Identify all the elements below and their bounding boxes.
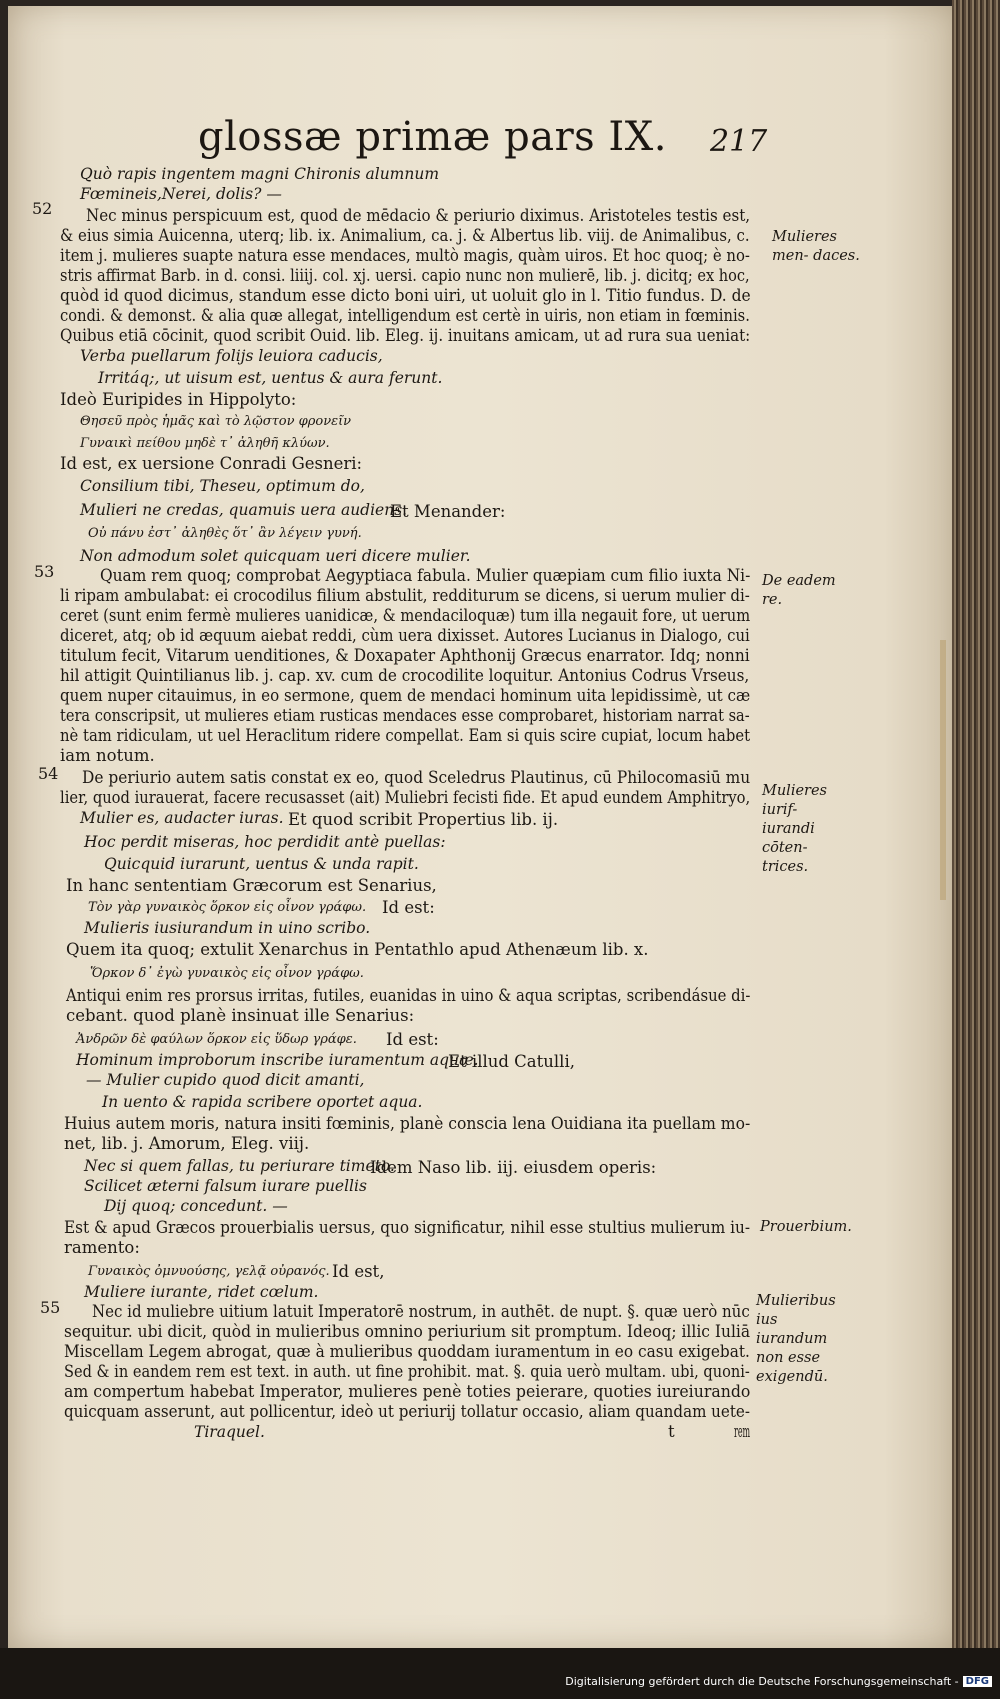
greek-line: Γυναικὶ πείθου μηδὲ τ᾿ ἀληθῆ κλύων.	[80, 436, 330, 451]
verse-line: Mulieris iusiurandum in uino scribo.	[84, 919, 371, 937]
credit-text: Digitalisierung gefördert durch die Deutsche Forschungsgemeinschaft -	[565, 1675, 959, 1688]
text-line: Ideò Euripides in Hippolyto:	[60, 390, 297, 409]
verse-line: Fœmineis,Nerei, dolis? —	[80, 185, 282, 203]
text-line: iam notum.	[60, 746, 155, 765]
text-line: quòd id quod dicimus, standum esse dicto boni uiri, ut uoluit glo in l. Titio fundus. D. de	[60, 286, 751, 305]
verse-line: In uento & rapida scribere oportet aqua.	[102, 1093, 423, 1111]
text-line: Id est,	[332, 1262, 385, 1281]
text-line: Quam rem quoq; comprobat Aegyptiaca fabula. Mulier quæpiam cum filio iuxta Ni-	[100, 566, 751, 585]
text-line: Nec minus perspicuum est, quod de mēdacio & periurio diximus. Aristoteles testis est,	[86, 206, 751, 225]
margin-note: Mulieres men- daces.	[772, 229, 860, 264]
verse-line: Muliere iurante, ridet cœlum.	[84, 1283, 319, 1301]
paragraph-number: 55	[40, 1298, 61, 1317]
verse-line: Mulier es, audacter iuras.	[80, 809, 284, 827]
text-line: Quibus etiā cōcinit, quod scribit Ouid. lib. Eleg. ij. inuitans amicam, ut ad rura sua ueniat:	[60, 326, 751, 345]
text-line: In hanc sententiam Græcorum est Senarius,	[66, 876, 437, 895]
text-line: Id est, ex uersione Conradi Gesneri:	[60, 454, 363, 473]
text-line: li ripam ambulabat: ei crocodilus filium abstulit, redditurum se dicens, si uerum mulier di-	[60, 586, 750, 605]
text-line: Quem ita quoq; extulit Xenarchus in Pentathlo apud Athenæum lib. x.	[66, 940, 649, 959]
verse-line: Hominum improborum inscribe iuramentum aquæ.	[76, 1051, 479, 1069]
signature-mark: Tiraquel.	[194, 1423, 265, 1441]
text-line: lier, quod iurauerat, facere recusasset (ait) Muliebri fecisti fide. Et apud eundem Amphitryo,	[60, 788, 751, 807]
text-line: quicquam asserunt, aut pollicentur, ideò ut periurij tollatur occasio, aliam quandam uete-	[64, 1402, 750, 1421]
verse-line: — Mulier cupido quod dicit amanti,	[86, 1071, 365, 1089]
text-line: Id est:	[386, 1030, 439, 1049]
text-line: & eius simia Auicenna, uterq; lib. ix. Animalium, ca. j. & Albertus lib. viij. de Animalibus, c.	[60, 226, 750, 245]
greek-line: Γυναικὸς ὀμνυούσης, γελᾷ οὐρανός.	[88, 1264, 330, 1279]
text-line: am compertum habebat Imperator, mulieres penè toties peierare, quoties iureiurando	[64, 1382, 751, 1401]
text-line: sequitur. ubi dicit, quòd in mulieribus omnino periurium sit promptum. Ideoq; illic Iuliā	[64, 1322, 751, 1341]
text-line: Et illud Catulli,	[448, 1052, 575, 1071]
verse-line: Dij quoq; concedunt. —	[104, 1197, 288, 1215]
text-line: De periurio autem satis constat ex eo, quod Sceledrus Plautinus, cū Philocomasiū mu	[82, 768, 751, 787]
paragraph-number: 52	[32, 199, 53, 218]
greek-line: Οὐ πάνυ ἐστ᾿ ἀληθὲς ὅτ᾿ ἂν λέγειν γυνή.	[88, 526, 362, 541]
greek-line: Τὸν γὰρ γυναικὸς ὅρκον εἰς οἶνον γράφω.	[88, 900, 367, 915]
margin-note: Prouerbium.	[760, 1219, 852, 1235]
verse-line: Verba puellarum folijs leuiora caducis,	[80, 347, 383, 365]
text-line: ramento:	[64, 1238, 140, 1257]
dfg-logo: DFG	[963, 1676, 992, 1687]
margin-note: Mulieres iurif- iurandi cōten- trices.	[762, 783, 827, 875]
text-line: net, lib. j. Amorum, Eleg. viij.	[64, 1134, 310, 1153]
text-line: titulum fecit, Vitarum uenditiones, & Doxapater Aphthonij Græcus enarrator. Idq; nonni	[60, 646, 750, 665]
text-line: Id est:	[382, 898, 435, 917]
text-line: condi. & demonst. & alia quæ allegat, intelligendum est certè in uiris, non etiam in fœminis.	[60, 306, 750, 325]
greek-line: Ὅρκον δ᾿ ἐγὼ γυναικὸς εἰς οἶνον γράφω.	[90, 966, 364, 981]
greek-line: Θησεῦ πρὸς ἡμᾶς καὶ τὸ λῷστον φρονεῖν	[80, 414, 352, 429]
book-edge	[952, 0, 1000, 1699]
verse-line: Non admodum solet quicquam ueri dicere mulier.	[80, 547, 471, 565]
text-line: Huius autem moris, natura insiti fœminis, planè conscia lena Ouidiana ita puellam mo-	[64, 1114, 751, 1133]
text-line: item j. mulieres suapte natura esse mendaces, multò magis, quàm uiros. Et hoc quoq; è no-	[60, 246, 750, 265]
text-line: tera conscripsit, ut mulieres etiam rusticas mendaces esse comprobaret, historiam narrat sa-	[60, 706, 750, 725]
margin-note: De eadem re.	[762, 573, 836, 608]
verse-line: Scilicet æterni falsum iurare puellis	[84, 1177, 367, 1195]
paragraph-number: 53	[34, 562, 55, 581]
margin-note: Mulieribus ius iurandum non esse exigendū.	[756, 1293, 836, 1385]
text-line: stris affirmat Barb. in d. consi. liiij. col. xj. uersi. capio nunc non mulierē, lib. j. dicitq; ex hoc,	[60, 266, 750, 285]
text-line: Idem Naso lib. iij. eiusdem operis:	[370, 1158, 657, 1177]
signature-letter: t	[668, 1422, 675, 1441]
scan-border	[0, 1648, 1000, 1699]
verse-line: Mulieri ne credas, quamuis uera audiens.	[80, 501, 408, 519]
catchword: rem	[734, 1422, 751, 1441]
text-line: ceret (sunt enim fermè mulieres uanidicæ, & mendaciloquæ) tum illa negauit fore, ut uerum	[60, 606, 751, 625]
text-line: Et quod scribit Propertius lib. ij.	[288, 810, 559, 829]
text-line: hil attigit Quintilianus lib. j. cap. xv. cum de crocodilite loquitur. Antonius Codrus Vrseus,	[60, 666, 750, 685]
text-line: cebant. quod planè insinuat ille Senarius:	[66, 1006, 415, 1025]
verse-line: Irritáq;, ut uisum est, uentus & aura ferunt.	[98, 369, 443, 387]
paragraph-number: 54	[38, 764, 59, 783]
text-line: Est & apud Græcos prouerbialis uersus, quo significatur, nihil esse stultius mulierum iu-	[64, 1218, 750, 1237]
text-line: diceret, atq; ob id æquum aiebat reddi, cùm uera dixisset. Autores Lucianus in Dialogo, cui	[60, 626, 750, 645]
text-line: Sed & in eandem rem est text. in auth. ut fine prohibit. mat. §. quia uerò multam. ubi, quoni-	[64, 1362, 750, 1381]
verse-line: Quò rapis ingentem magni Chironis alumnum	[80, 165, 440, 183]
verse-line: Nec si quem fallas, tu periurare timeto.	[84, 1157, 395, 1175]
text-line: Miscellam Legem abrogat, quæ à mulieribus quoddam iuramentum in eo casu exigebat.	[64, 1342, 750, 1361]
greek-line: Ἀνδρῶν δὲ φαύλων ὅρκον εἰς ὕδωρ γράφε.	[76, 1032, 357, 1047]
text-line: Antiqui enim res prorsus irritas, futiles, euanidas in uino & aqua scriptas, scribendásue di-	[66, 986, 751, 1005]
digitization-credit	[565, 1675, 992, 1688]
verse-line: Quicquid iurarunt, uentus & unda rapit.	[104, 855, 419, 873]
page-gutter-shadow	[940, 640, 946, 900]
text-line: Et Menander:	[390, 502, 506, 521]
book-page	[8, 6, 960, 1648]
text-line: Nec id muliebre uitium latuit Imperatorē nostrum, in authēt. de nupt. §. quæ uerò nūc	[92, 1302, 750, 1321]
verse-line: Consilium tibi, Theseu, optimum do,	[80, 477, 365, 495]
page-number: 217	[710, 124, 768, 159]
verse-line: Hoc perdit miseras, hoc perdidit antè puellas:	[84, 833, 446, 851]
running-title: glossæ primæ pars IX.	[198, 114, 667, 160]
text-line: quem nuper citauimus, in eo sermone, quem de mendaci hominum uita lepidissimè, ut cæ	[60, 686, 751, 705]
text-line: nè tam ridiculam, ut uel Heraclitum ridere compellat. Eam si quis scire cupiat, locum habet	[60, 726, 751, 745]
